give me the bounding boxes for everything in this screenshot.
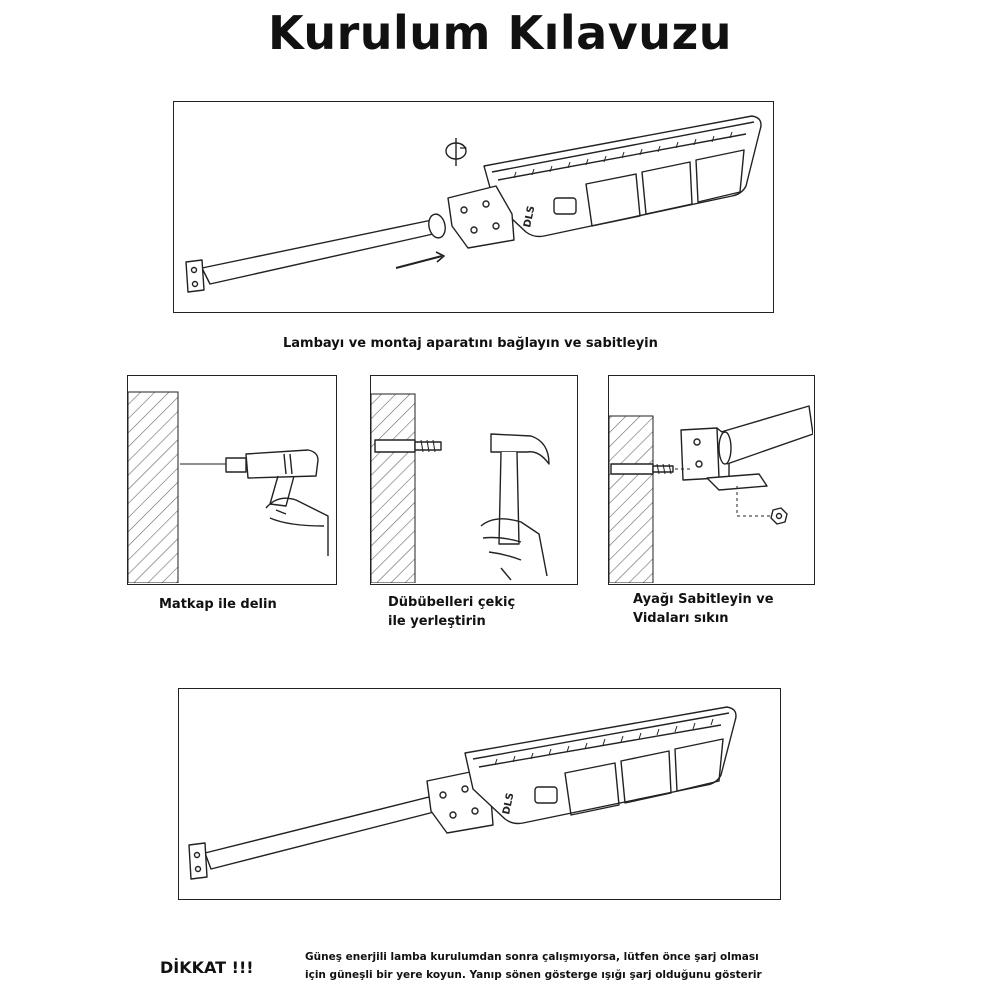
screw-caption-line: Vidaları sıkın — [633, 611, 729, 626]
warning-label: DİKKAT !!! — [160, 958, 254, 977]
screw-step-caption — [633, 590, 774, 628]
assembly-diagram-panel — [173, 101, 774, 313]
brand-mark: DLS — [522, 204, 538, 229]
dowel-step-panel — [370, 375, 578, 585]
dowel-step-caption — [388, 593, 515, 631]
assembled-lamp-panel — [178, 688, 781, 900]
dowel-caption-line: ile yerleştirin — [388, 614, 486, 629]
warning-text — [305, 948, 865, 984]
drill-step-panel — [127, 375, 337, 585]
page-title: Kurulum Kılavuzu — [268, 6, 732, 60]
warning-line: için güneşli bir yere koyun. Yanıp sönen gösterge ışığı şarj olduğunu gösterir — [305, 969, 762, 981]
drill-step-caption: Matkap ile delin — [159, 597, 277, 612]
hammer-illustration — [371, 376, 576, 583]
drill-illustration — [128, 376, 335, 583]
screw-step-panel — [608, 375, 815, 585]
screw-caption-line: Ayağı Sabitleyin ve — [633, 592, 774, 607]
brand-mark: DLS — [501, 791, 517, 816]
assembled-lamp-illustration — [179, 689, 779, 898]
lamp-assembly-illustration — [174, 102, 772, 311]
main-step-caption: Lambayı ve montaj aparatını bağlayın ve sabitleyin — [283, 336, 658, 351]
bracket-screw-illustration — [609, 376, 813, 583]
dowel-caption-line: Dübübelleri çekiç — [388, 595, 516, 610]
warning-line: Güneş enerjili lamba kurulumdan sonra çalışmıyorsa, lütfen önce şarj olması — [305, 951, 759, 963]
